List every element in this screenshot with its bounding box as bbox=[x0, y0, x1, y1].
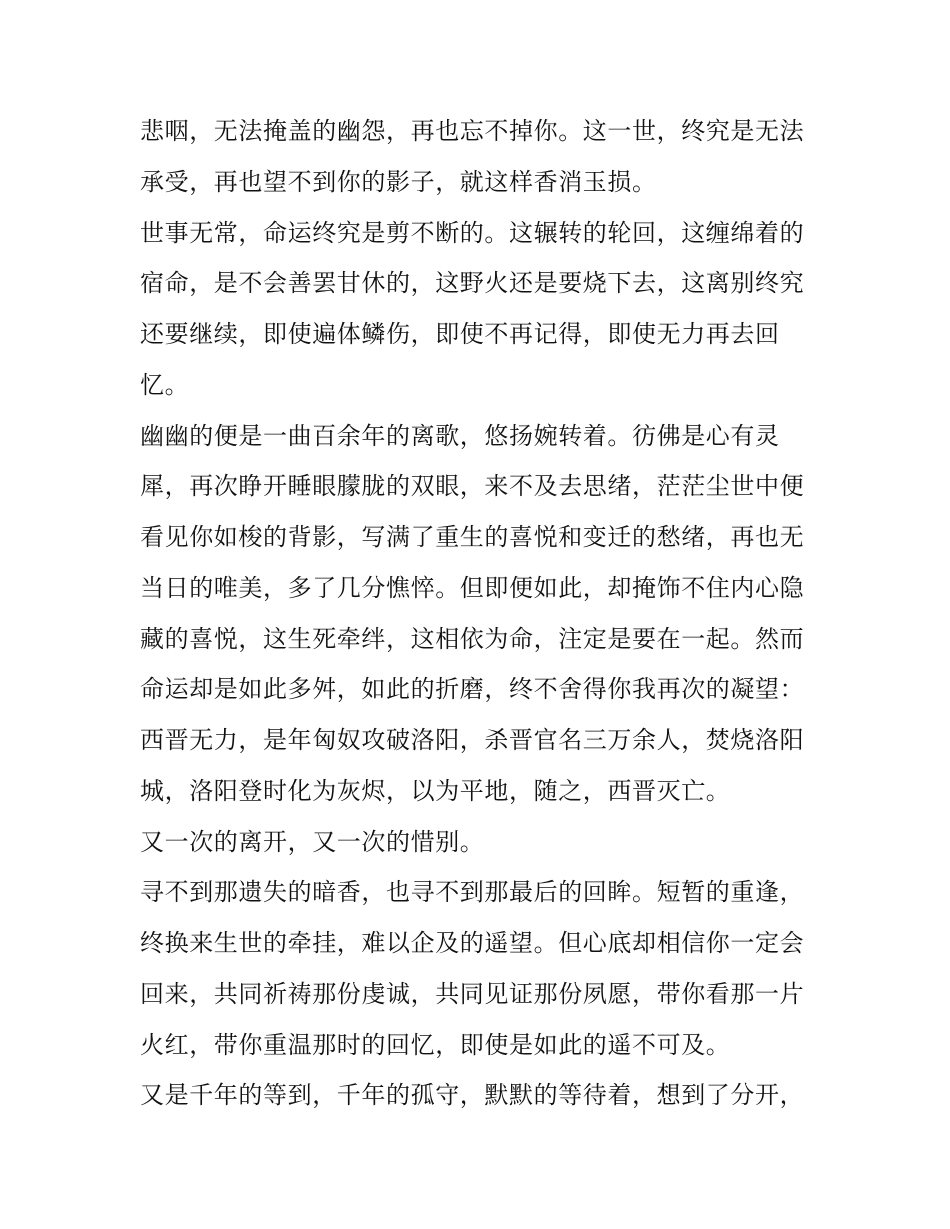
text-line: 火红，带你重温那时的回忆，即使是如此的遥不可及。 bbox=[140, 1030, 731, 1059]
text-line: 命运却是如此多舛，如此的折磨，终不舍得你我再次的凝望： bbox=[140, 675, 805, 704]
text-line: 又一次的离开，又一次的惜别。 bbox=[140, 827, 485, 856]
text-line: 还要继续，即使遍体鳞伤，即使不再记得，即使无力再去回 bbox=[140, 320, 780, 348]
text-line: 犀，再次睁开睡眼朦胧的双眼，来不及去思绪，茫茫尘世中便 bbox=[140, 472, 805, 501]
text-line: 宿命，是不会善罢甘休的，这野火还是要烧下去，这离别终究 bbox=[140, 269, 805, 298]
text-line: 悲咽，无法掩盖的幽怨，再也忘不掉你。这一世，终究是无法 bbox=[140, 117, 805, 145]
text-line: 承受，再也望不到你的影子，就这样香消玉损。 bbox=[140, 167, 657, 196]
text-line: 世事无常，命运终究是剪不断的。这辗转的轮回，这缠绵着的 bbox=[140, 218, 805, 247]
text-line: 西晋无力，是年匈奴攻破洛阳，杀晋官名三万余人，焚烧洛阳 bbox=[140, 726, 805, 754]
text-line: 当日的唯美，多了几分憔悴。但即便如此，却掩饰不住内心隐 bbox=[140, 573, 805, 602]
text-line: 藏的喜悦，这生死牵绊，这相依为命，注定是要在一起。然而 bbox=[140, 624, 805, 653]
text-line: 又是千年的等到，千年的孤守，默默的等待着，想到了分开， bbox=[140, 1081, 805, 1110]
text-line: 幽幽的便是一曲百余年的离歌，悠扬婉转着。彷佛是心有灵 bbox=[140, 421, 780, 450]
text-line: 城，洛阳登时化为灰烬，以为平地，随之，西晋灭亡。 bbox=[140, 776, 731, 805]
text-line: 寻不到那遗失的暗香，也寻不到那最后的回眸。短暂的重逢， bbox=[140, 878, 805, 907]
body-text bbox=[140, 106, 820, 1121]
text-line: 看见你如梭的背影，写满了重生的喜悦和变迁的愁绪，再也无 bbox=[140, 523, 805, 551]
text-line: 终换来生世的牵挂，难以企及的遥望。但心底却相信你一定会 bbox=[140, 929, 805, 957]
text-line: 回来，共同祈祷那份虔诚，共同见证那份夙愿，带你看那一片 bbox=[140, 979, 805, 1008]
text-line: 忆。 bbox=[140, 370, 190, 399]
